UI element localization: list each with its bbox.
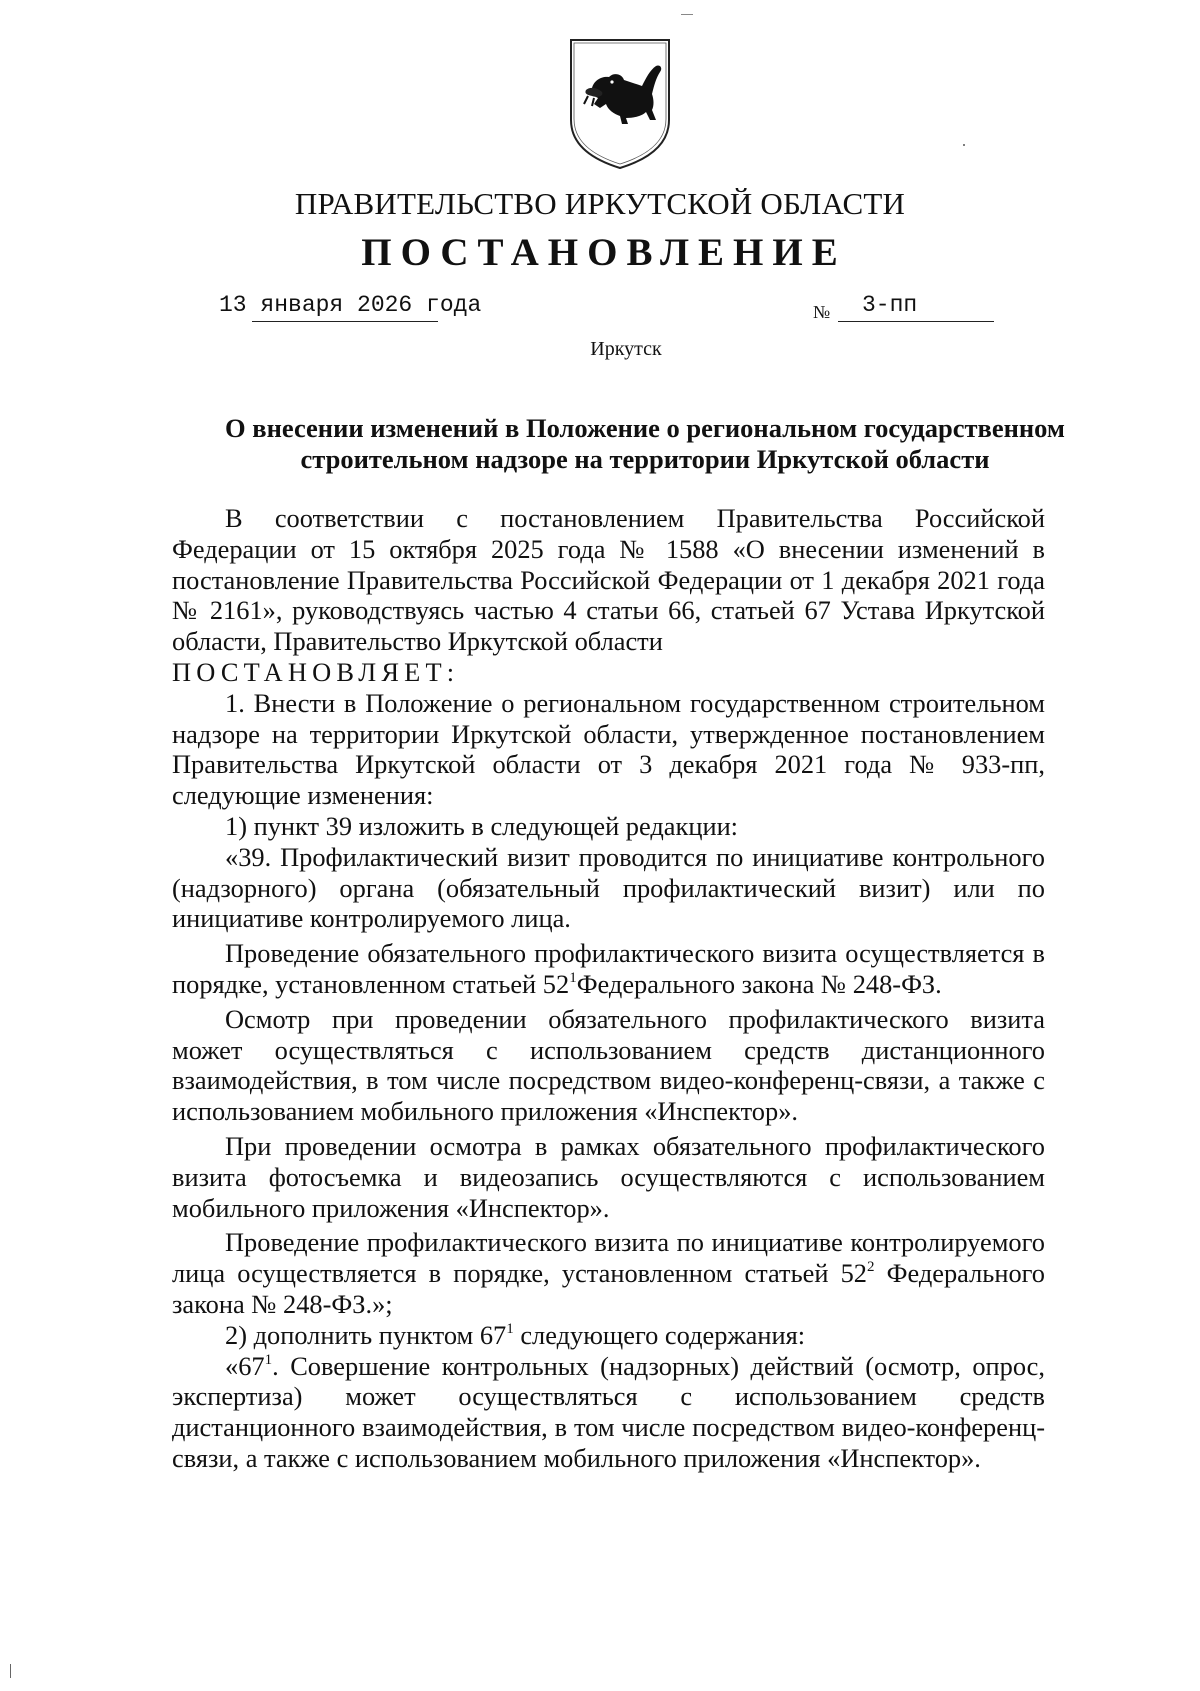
point-39-paragraph: «39. Профилактический визит проводится по инициативе контрольного (надзорного) органа (обязательный профилактический визит) или по инициативе контролируемого лица. [172,841,1045,934]
document-number: 3-пп [862,292,918,318]
document-title [140,413,1150,475]
point-39-paragraph-2 [172,938,1045,1000]
number-sign: № [813,302,831,322]
organization-name: ПРАВИТЕЛЬСТВО ИРКУТСКОЙ ОБЛАСТИ [294,186,906,221]
scan-margin-mark [10,1664,11,1678]
preamble-paragraph: В соответствии с постановлением Правительства Российской Федерации от 15 октября 2025 года № 1588 «О внесении изменений в постановление Правительства Российской Федерации от 1 декабря 2021 года № 2161», руководствуясь частью 4 статьи 66, статьей 67 Устава Иркутской области, Правительство Иркутской области [172,503,1045,657]
text-run: Федерального закона № 248-ФЗ. [576,968,942,999]
decrees-heading: ПОСТАНОВЛЯЕТ: [172,656,460,687]
title-line-1: О внесении изменений в Положение о региональном государственном [225,413,1065,443]
text-run: 2) дополнить пунктом 67 [225,1319,507,1350]
text-run: следующего содержания: [513,1319,806,1350]
date-underline [252,321,438,322]
superscript: 2 [866,1259,875,1276]
text-run: «67 [225,1350,265,1381]
title-line-2: строительном надзоре на территории Иркутской области [300,444,990,474]
text-run: Федерального закона № 248-ФЗ.»; [172,1258,1046,1319]
point-39-paragraph-3: Осмотр при проведении обязательного профилактического визита может осуществляться с использованием средств дистанционного взаимодействия, в том числе посредством видео-конференц-связи, а также с использованием мобильного приложения «Инспектор». [172,1003,1045,1127]
point-39-paragraph-5 [172,1227,1045,1319]
number-underline [838,321,994,322]
subitem-2-paragraph [172,1320,1045,1351]
document-date: 13 января 2026 года [219,292,482,318]
point-39-paragraph-4: При проведении осмотра в рамках обязательного профилактического визита фотосъемка и видеозапись осуществляются с использованием мобильного приложения «Инспектор». [172,1130,1045,1223]
superscript: 1 [264,1351,273,1368]
point-67-1-paragraph [172,1351,1045,1474]
text-run: . Совершение контрольных (надзорных) действий (осмотр, опрос, экспертиза) может осуществляться с использованием средств дистанционного взаимодействия, в том числе посредством видео-конференц-связи, а также с использованием мобильного приложения «Инспектор». [172,1350,1045,1473]
text-run: Проведение обязательного профилактического визита осуществляется в порядке, установленном статьей 52 [172,938,1045,999]
text-run: Проведение профилактического визита по инициативе контролируемого лица осуществляется в порядке, установленном статьей 52 [172,1227,1045,1289]
coat-of-arms-icon [568,38,672,170]
subitem-1-paragraph: 1) пункт 39 изложить в следующей редакции: [225,810,739,841]
document-city: Иркутск [590,338,662,360]
document-body [172,503,1045,1474]
superscript: 1 [569,969,577,986]
scan-speck [963,144,965,146]
item-1-paragraph: 1. Внести в Положение о региональном государственном строительном надзоре на территории Иркутской области, утвержденное постановлением Правительства Иркутской области от 3 декабря 2021 года № 933-пп, следующие изменения: [172,687,1045,811]
document-type: ПОСТАНОВЛЕНИЕ [361,231,847,274]
scan-mark [681,14,693,15]
superscript: 1 [506,1320,514,1337]
